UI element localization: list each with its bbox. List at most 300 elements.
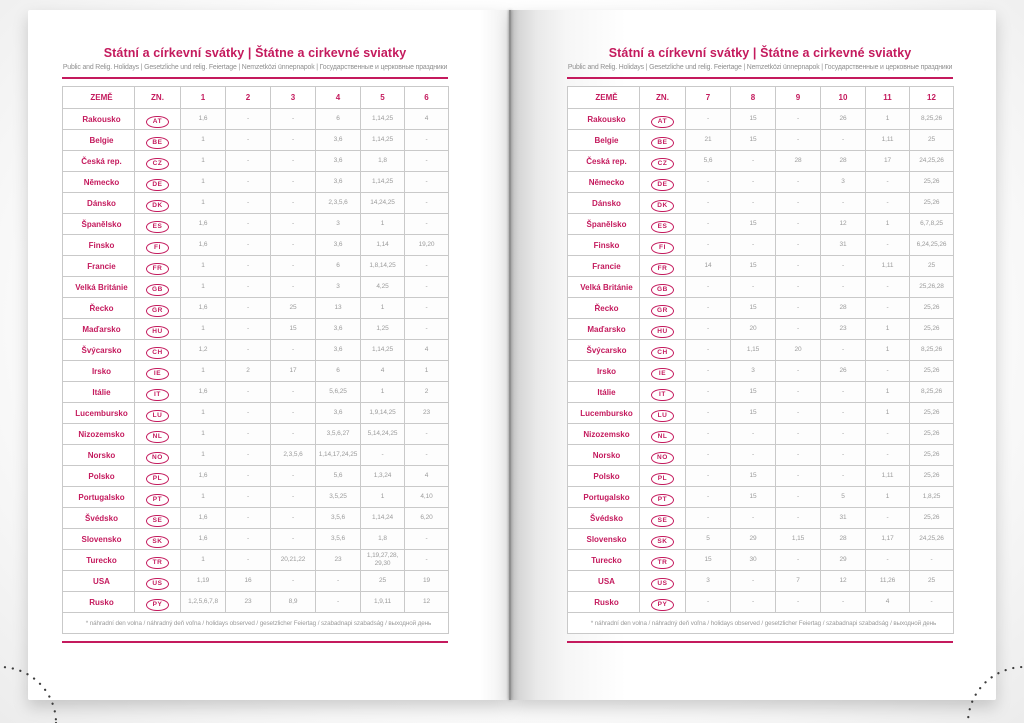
holiday-dates-cell: - <box>405 529 449 550</box>
country-name: Irsko <box>568 361 640 382</box>
country-code-cell <box>135 403 181 424</box>
holiday-dates-cell: 28 <box>776 151 821 172</box>
country-code-cell <box>640 319 686 340</box>
page-title: Státní a církevní svátky | Štátne a cirkevné sviatky <box>103 46 407 60</box>
country-name: Dánsko <box>568 193 640 214</box>
holiday-dates-cell: 3 <box>316 214 361 235</box>
country-name: Velká Británie <box>568 277 640 298</box>
country-row <box>63 151 449 172</box>
holiday-dates-cell: 3, 5, 25 <box>316 487 361 508</box>
country-name: Švýcarsko <box>568 340 640 361</box>
country-code-badge: IE <box>146 368 169 381</box>
country-row <box>63 256 449 277</box>
country-code-cell <box>135 277 181 298</box>
col-header-month: 5 <box>361 87 405 109</box>
country-code-badge: FI <box>146 242 169 255</box>
holiday-dates-cell: 3, 5, 6 <box>316 529 361 550</box>
holiday-dates-cell: - <box>405 424 449 445</box>
holiday-dates-cell: - <box>731 151 776 172</box>
holiday-dates-cell: - <box>316 571 361 592</box>
holiday-dates-cell: 29 <box>731 529 776 550</box>
country-row <box>568 445 954 466</box>
holiday-dates-cell: 3 <box>821 172 866 193</box>
country-row <box>63 487 449 508</box>
country-row <box>568 508 954 529</box>
holiday-dates-cell: 11, 26 <box>866 571 910 592</box>
country-code-cell <box>135 445 181 466</box>
holiday-dates-cell: - <box>776 235 821 256</box>
holiday-dates-cell: - <box>776 550 821 571</box>
country-row <box>63 529 449 550</box>
holiday-dates-cell: 3, 6 <box>316 151 361 172</box>
holiday-dates-cell: 4 <box>405 109 449 130</box>
holiday-dates-cell: - <box>271 382 316 403</box>
country-row <box>63 130 449 151</box>
country-code-badge: CH <box>651 347 674 360</box>
holiday-dates-cell: - <box>866 277 910 298</box>
holiday-dates-cell: 19 <box>405 571 449 592</box>
country-code-badge: CZ <box>146 158 169 171</box>
country-code-cell <box>135 172 181 193</box>
holiday-dates-cell: - <box>821 193 866 214</box>
holidays-table-months-1-6 <box>62 86 449 634</box>
holiday-dates-cell: 1 <box>181 403 226 424</box>
holiday-dates-cell: 25, 26 <box>910 361 954 382</box>
country-code-cell <box>640 193 686 214</box>
holiday-dates-cell: 25, 26 <box>910 466 954 487</box>
holiday-dates-cell: 26 <box>821 109 866 130</box>
country-name: Nizozemsko <box>568 424 640 445</box>
holiday-dates-cell: 1 <box>866 340 910 361</box>
holiday-dates-cell: - <box>776 382 821 403</box>
holiday-dates-cell: 19, 20 <box>405 235 449 256</box>
holiday-dates-cell: - <box>776 424 821 445</box>
country-row <box>568 382 954 403</box>
holiday-dates-cell: 3 <box>686 571 731 592</box>
holiday-dates-cell: 25, 26, 28 <box>910 277 954 298</box>
country-name: Itálie <box>568 382 640 403</box>
holiday-dates-cell: 1, 14, 25 <box>361 109 405 130</box>
country-code-badge: TR <box>651 557 674 570</box>
holiday-dates-cell: 1 <box>181 361 226 382</box>
holiday-dates-cell: - <box>686 340 731 361</box>
header-row <box>568 87 954 109</box>
holiday-dates-cell: 2 <box>226 361 271 382</box>
holiday-dates-cell: 6, 20 <box>405 508 449 529</box>
country-name: Švédsko <box>63 508 135 529</box>
country-row <box>63 319 449 340</box>
holiday-dates-cell: - <box>226 151 271 172</box>
country-code-cell <box>135 193 181 214</box>
holiday-dates-cell: - <box>405 277 449 298</box>
country-code-cell <box>640 571 686 592</box>
holiday-dates-cell: - <box>226 298 271 319</box>
dotted-corner-arc-icon <box>904 603 1024 723</box>
holiday-dates-cell: 25 <box>361 571 405 592</box>
holiday-dates-cell: - <box>821 256 866 277</box>
holiday-dates-cell: 25, 26 <box>910 193 954 214</box>
country-code-badge: NL <box>146 431 169 444</box>
holiday-dates-cell: - <box>405 214 449 235</box>
holiday-dates-cell: 1 <box>181 319 226 340</box>
country-row <box>568 340 954 361</box>
holiday-dates-cell: 17 <box>866 151 910 172</box>
country-code-badge: US <box>651 578 674 591</box>
country-name: Německo <box>63 172 135 193</box>
dotted-corner-arc-icon <box>0 603 120 723</box>
holiday-dates-cell: - <box>686 508 731 529</box>
holiday-dates-cell: - <box>776 109 821 130</box>
country-row <box>568 193 954 214</box>
country-code-badge: CH <box>146 347 169 360</box>
holiday-dates-cell: 3, 5, 6, 27 <box>316 424 361 445</box>
holiday-dates-cell: 20 <box>776 340 821 361</box>
country-code-cell <box>640 466 686 487</box>
holiday-dates-cell: 1 <box>361 487 405 508</box>
holiday-dates-cell: 1, 6 <box>181 109 226 130</box>
holiday-dates-cell: - <box>405 172 449 193</box>
country-code-cell <box>640 361 686 382</box>
holiday-dates-cell: - <box>226 424 271 445</box>
country-row <box>63 214 449 235</box>
holiday-dates-cell: 3 <box>731 361 776 382</box>
country-code-badge: GB <box>651 284 674 297</box>
country-name: Velká Británie <box>63 277 135 298</box>
holiday-dates-cell: 1, 15 <box>731 340 776 361</box>
country-code-cell <box>640 445 686 466</box>
country-row <box>568 361 954 382</box>
country-name: Itálie <box>63 382 135 403</box>
country-code-cell <box>135 361 181 382</box>
country-code-cell <box>640 256 686 277</box>
holiday-dates-cell: - <box>271 256 316 277</box>
holiday-dates-cell: - <box>866 361 910 382</box>
holiday-dates-cell: - <box>226 550 271 571</box>
country-code-cell <box>135 529 181 550</box>
holiday-dates-cell: 1, 6 <box>181 382 226 403</box>
col-header-month: 1 <box>181 87 226 109</box>
holiday-dates-cell: 12 <box>821 214 866 235</box>
holiday-dates-cell: 25, 26 <box>910 508 954 529</box>
holiday-dates-cell: 25 <box>910 256 954 277</box>
country-code-badge: DE <box>146 179 169 192</box>
holiday-dates-cell: 3, 6 <box>316 130 361 151</box>
country-code-badge: GR <box>651 305 674 318</box>
holiday-dates-cell: 1, 14, 25 <box>361 130 405 151</box>
holiday-dates-cell: - <box>910 592 954 613</box>
accent-rule-top <box>567 77 953 79</box>
country-code-badge: US <box>146 578 169 591</box>
holiday-dates-cell: - <box>226 277 271 298</box>
holiday-dates-cell: - <box>271 151 316 172</box>
country-row <box>63 340 449 361</box>
holiday-dates-cell: 1, 6 <box>181 235 226 256</box>
country-row <box>63 172 449 193</box>
country-code-cell <box>135 550 181 571</box>
country-code-cell <box>640 109 686 130</box>
holiday-dates-cell: 1, 6 <box>181 508 226 529</box>
holiday-dates-cell: - <box>405 319 449 340</box>
holiday-dates-cell: 7 <box>776 571 821 592</box>
country-code-badge: FI <box>651 242 674 255</box>
country-code-cell <box>135 130 181 151</box>
holiday-dates-cell: - <box>226 172 271 193</box>
country-row <box>63 550 449 571</box>
holiday-dates-cell: 1 <box>866 382 910 403</box>
holiday-dates-cell: 26 <box>821 361 866 382</box>
holiday-dates-cell: 8, 25, 26 <box>910 382 954 403</box>
country-name: Belgie <box>63 130 135 151</box>
holiday-dates-cell: - <box>226 340 271 361</box>
country-row <box>63 592 449 613</box>
country-name: Česká rep. <box>63 151 135 172</box>
holiday-dates-cell: - <box>405 130 449 151</box>
holiday-dates-cell: 15 <box>731 487 776 508</box>
country-code-badge: GB <box>146 284 169 297</box>
country-row <box>568 592 954 613</box>
holiday-dates-cell: 4, 10 <box>405 487 449 508</box>
col-header-country: ZEMĚ <box>568 87 640 109</box>
holiday-dates-cell: - <box>271 403 316 424</box>
holiday-dates-cell: 1 <box>361 382 405 403</box>
holiday-dates-cell: - <box>731 571 776 592</box>
country-code-badge: PY <box>146 599 169 612</box>
holiday-dates-cell: 30 <box>731 550 776 571</box>
country-code-cell <box>640 550 686 571</box>
country-name: Německo <box>568 172 640 193</box>
holiday-dates-cell: 1, 15 <box>776 529 821 550</box>
holiday-dates-cell: - <box>405 550 449 571</box>
country-row <box>63 424 449 445</box>
country-code-badge: FR <box>651 263 674 276</box>
country-code-badge: CZ <box>651 158 674 171</box>
holiday-dates-cell: 15 <box>686 550 731 571</box>
col-header-month: 8 <box>731 87 776 109</box>
holiday-dates-cell: - <box>776 445 821 466</box>
holiday-dates-cell: - <box>271 529 316 550</box>
page-title: Státní a církevní svátky | Štátne a cirkevné sviatky <box>608 46 912 60</box>
country-code-badge: PT <box>146 494 169 507</box>
country-code-badge: FR <box>146 263 169 276</box>
holiday-dates-cell: 15 <box>731 382 776 403</box>
page-subtitle: Public and Relig. Holidays | Gesetzliche und relig. Feiertage | Nemzetközi ünnepnapok | Государственные и церковные праздники <box>567 64 953 71</box>
country-code-badge: DK <box>146 200 169 213</box>
country-row <box>63 445 449 466</box>
holiday-dates-cell: - <box>686 319 731 340</box>
holiday-dates-cell: - <box>271 466 316 487</box>
holiday-dates-cell: - <box>271 340 316 361</box>
country-code-badge: NO <box>651 452 674 465</box>
country-name: Belgie <box>568 130 640 151</box>
holidays-table-months-7-12 <box>567 86 954 634</box>
country-row <box>568 571 954 592</box>
holiday-dates-cell: - <box>271 277 316 298</box>
country-code-badge: PL <box>651 473 674 486</box>
holiday-dates-cell: 6 <box>316 361 361 382</box>
holiday-dates-cell: 14 <box>686 256 731 277</box>
holiday-dates-cell: 17 <box>271 361 316 382</box>
holiday-dates-cell: - <box>776 298 821 319</box>
country-code-cell <box>640 172 686 193</box>
holiday-dates-cell: - <box>686 466 731 487</box>
country-name: USA <box>568 571 640 592</box>
holiday-dates-cell: 21 <box>686 130 731 151</box>
holiday-dates-cell: - <box>226 466 271 487</box>
holiday-dates-cell: 13 <box>316 298 361 319</box>
country-code-badge: HU <box>651 326 674 339</box>
holiday-dates-cell: - <box>776 403 821 424</box>
holiday-dates-cell: 1 <box>181 151 226 172</box>
holiday-dates-cell: - <box>731 235 776 256</box>
country-code-cell <box>135 151 181 172</box>
country-row <box>568 256 954 277</box>
holiday-dates-cell: 24, 25, 26 <box>910 151 954 172</box>
holiday-dates-cell: 28 <box>821 151 866 172</box>
holiday-dates-cell: 6, 24, 25, 26 <box>910 235 954 256</box>
country-name: Francie <box>568 256 640 277</box>
country-code-badge: LU <box>651 410 674 423</box>
country-code-badge: PT <box>651 494 674 507</box>
country-row <box>568 214 954 235</box>
country-code-cell <box>640 403 686 424</box>
holiday-dates-cell: 1, 25 <box>361 319 405 340</box>
holiday-dates-cell: 1, 8 <box>361 529 405 550</box>
country-row <box>63 508 449 529</box>
footnote-row <box>568 613 954 634</box>
holiday-dates-cell: - <box>731 277 776 298</box>
holiday-dates-cell: 1 <box>866 109 910 130</box>
country-code-badge: DK <box>651 200 674 213</box>
country-name: Španělsko <box>63 214 135 235</box>
holiday-dates-cell: 1, 6 <box>181 214 226 235</box>
holiday-dates-cell: - <box>271 130 316 151</box>
country-code-cell <box>135 487 181 508</box>
holiday-dates-cell: - <box>226 256 271 277</box>
country-row <box>63 235 449 256</box>
country-row <box>63 382 449 403</box>
holiday-dates-cell: - <box>226 529 271 550</box>
book-spine <box>509 10 511 700</box>
holiday-dates-cell: 1, 17 <box>866 529 910 550</box>
country-code-badge: BE <box>146 137 169 150</box>
country-code-cell <box>640 592 686 613</box>
page-right-content <box>567 46 953 643</box>
holiday-dates-cell: 25, 26 <box>910 319 954 340</box>
holiday-dates-cell: 1, 14, 25 <box>361 340 405 361</box>
holiday-dates-cell: - <box>686 277 731 298</box>
holiday-dates-cell: - <box>316 592 361 613</box>
country-code-badge: BE <box>651 137 674 150</box>
holiday-dates-cell: - <box>271 571 316 592</box>
country-code-cell <box>640 340 686 361</box>
country-code-badge: IE <box>651 368 674 381</box>
holiday-dates-cell: 12 <box>405 592 449 613</box>
country-code-cell <box>640 382 686 403</box>
country-name: Slovensko <box>63 529 135 550</box>
holiday-dates-cell: 15 <box>731 214 776 235</box>
country-row <box>568 109 954 130</box>
holiday-dates-cell: - <box>776 319 821 340</box>
holiday-dates-cell: 4, 25 <box>361 277 405 298</box>
holiday-dates-cell: 20, 21, 22 <box>271 550 316 571</box>
holiday-dates-cell: 1, 2 <box>181 340 226 361</box>
holiday-dates-cell: - <box>731 193 776 214</box>
country-code-badge: GR <box>146 305 169 318</box>
holiday-dates-cell: - <box>226 319 271 340</box>
country-code-cell <box>135 109 181 130</box>
country-code-cell <box>135 592 181 613</box>
country-row <box>568 424 954 445</box>
holiday-dates-cell: 3, 6 <box>316 340 361 361</box>
holiday-dates-cell: 1, 8, 14, 25 <box>361 256 405 277</box>
country-name: Polsko <box>568 466 640 487</box>
country-code-cell <box>640 277 686 298</box>
holiday-dates-cell: - <box>226 445 271 466</box>
col-header-code: ZN. <box>640 87 686 109</box>
holiday-dates-cell: - <box>776 487 821 508</box>
holiday-dates-cell: 1, 14, 24 <box>361 508 405 529</box>
holiday-dates-cell: - <box>271 193 316 214</box>
holiday-dates-cell: 15 <box>731 403 776 424</box>
country-code-badge: AT <box>146 116 169 129</box>
holiday-dates-cell: 4 <box>405 466 449 487</box>
holiday-dates-cell: 1, 3, 24 <box>361 466 405 487</box>
country-row <box>568 151 954 172</box>
holiday-dates-cell: 3, 6 <box>316 235 361 256</box>
holiday-dates-cell: 25 <box>910 130 954 151</box>
holiday-dates-cell: 5 <box>686 529 731 550</box>
holiday-dates-cell: - <box>686 382 731 403</box>
holiday-dates-cell: 23 <box>316 550 361 571</box>
country-row <box>568 298 954 319</box>
holiday-dates-cell: 1 <box>181 550 226 571</box>
holiday-dates-cell: 23 <box>405 403 449 424</box>
holiday-dates-cell: 8, 9 <box>271 592 316 613</box>
country-code-badge: ES <box>146 221 169 234</box>
country-code-cell <box>135 214 181 235</box>
holiday-dates-cell: 1, 14, 17, 24, 25 <box>316 445 361 466</box>
country-name: Turecko <box>568 550 640 571</box>
country-name: Švýcarsko <box>63 340 135 361</box>
col-header-month: 3 <box>271 87 316 109</box>
holiday-dates-cell: 15 <box>271 319 316 340</box>
holiday-dates-cell: - <box>226 403 271 424</box>
holiday-dates-cell: 31 <box>821 235 866 256</box>
holiday-dates-cell: - <box>910 550 954 571</box>
country-name: Finsko <box>63 235 135 256</box>
country-row <box>568 529 954 550</box>
country-code-cell <box>640 235 686 256</box>
holiday-dates-cell: 8, 25, 26 <box>910 340 954 361</box>
country-code-cell <box>640 529 686 550</box>
col-header-month: 7 <box>686 87 731 109</box>
holiday-dates-cell: 1, 9, 14, 25 <box>361 403 405 424</box>
holiday-dates-cell: 1, 8 <box>361 151 405 172</box>
country-row <box>63 298 449 319</box>
country-row <box>568 130 954 151</box>
country-name: Finsko <box>568 235 640 256</box>
country-row <box>568 235 954 256</box>
holiday-dates-cell: - <box>776 130 821 151</box>
holiday-dates-cell: 1, 19 <box>181 571 226 592</box>
holiday-dates-cell: - <box>866 235 910 256</box>
country-name: Rusko <box>63 592 135 613</box>
holiday-dates-cell: - <box>226 130 271 151</box>
holiday-dates-cell: 5 <box>821 487 866 508</box>
country-code-cell <box>640 130 686 151</box>
holiday-dates-cell: 6 <box>316 109 361 130</box>
holiday-dates-cell: 15 <box>731 298 776 319</box>
